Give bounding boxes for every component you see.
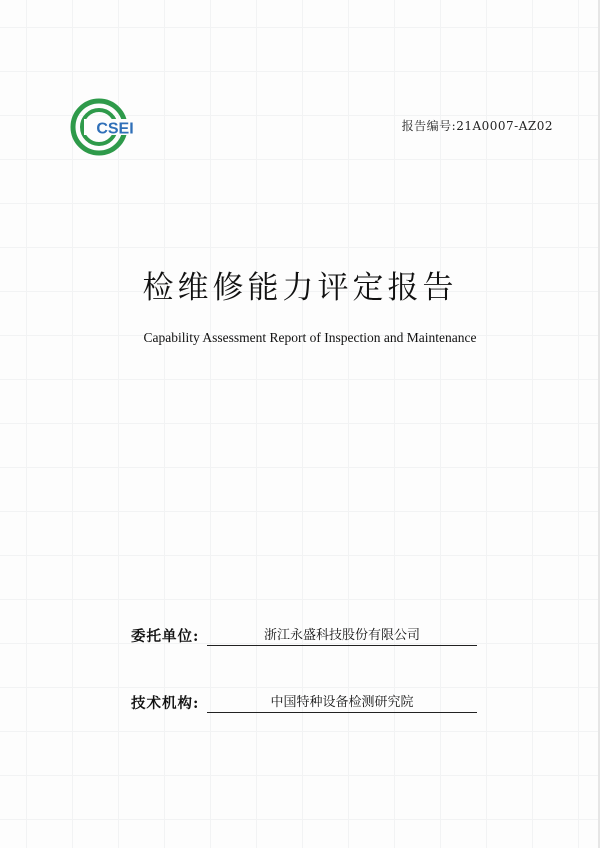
client-label: 委托单位: (131, 628, 200, 645)
report-title-cn: 检维修能力评定报告 (142, 270, 458, 306)
report-number-value: 21A0007-AZ02 (456, 119, 553, 133)
agency-value: 中国特种设备检测研究院 (207, 691, 477, 713)
csei-logo-icon (70, 96, 150, 158)
agency-field (131, 691, 477, 713)
agency-label: 技术机构: (131, 695, 200, 712)
logo-text: CSEI (96, 120, 134, 138)
client-field (131, 624, 477, 646)
client-value: 浙江永盛科技股份有限公司 (207, 624, 477, 646)
report-number (402, 117, 553, 134)
report-number-label: 报告编号: (401, 119, 457, 133)
report-title-en: Capability Assessment Report of Inspection and Maintenance (143, 330, 477, 345)
